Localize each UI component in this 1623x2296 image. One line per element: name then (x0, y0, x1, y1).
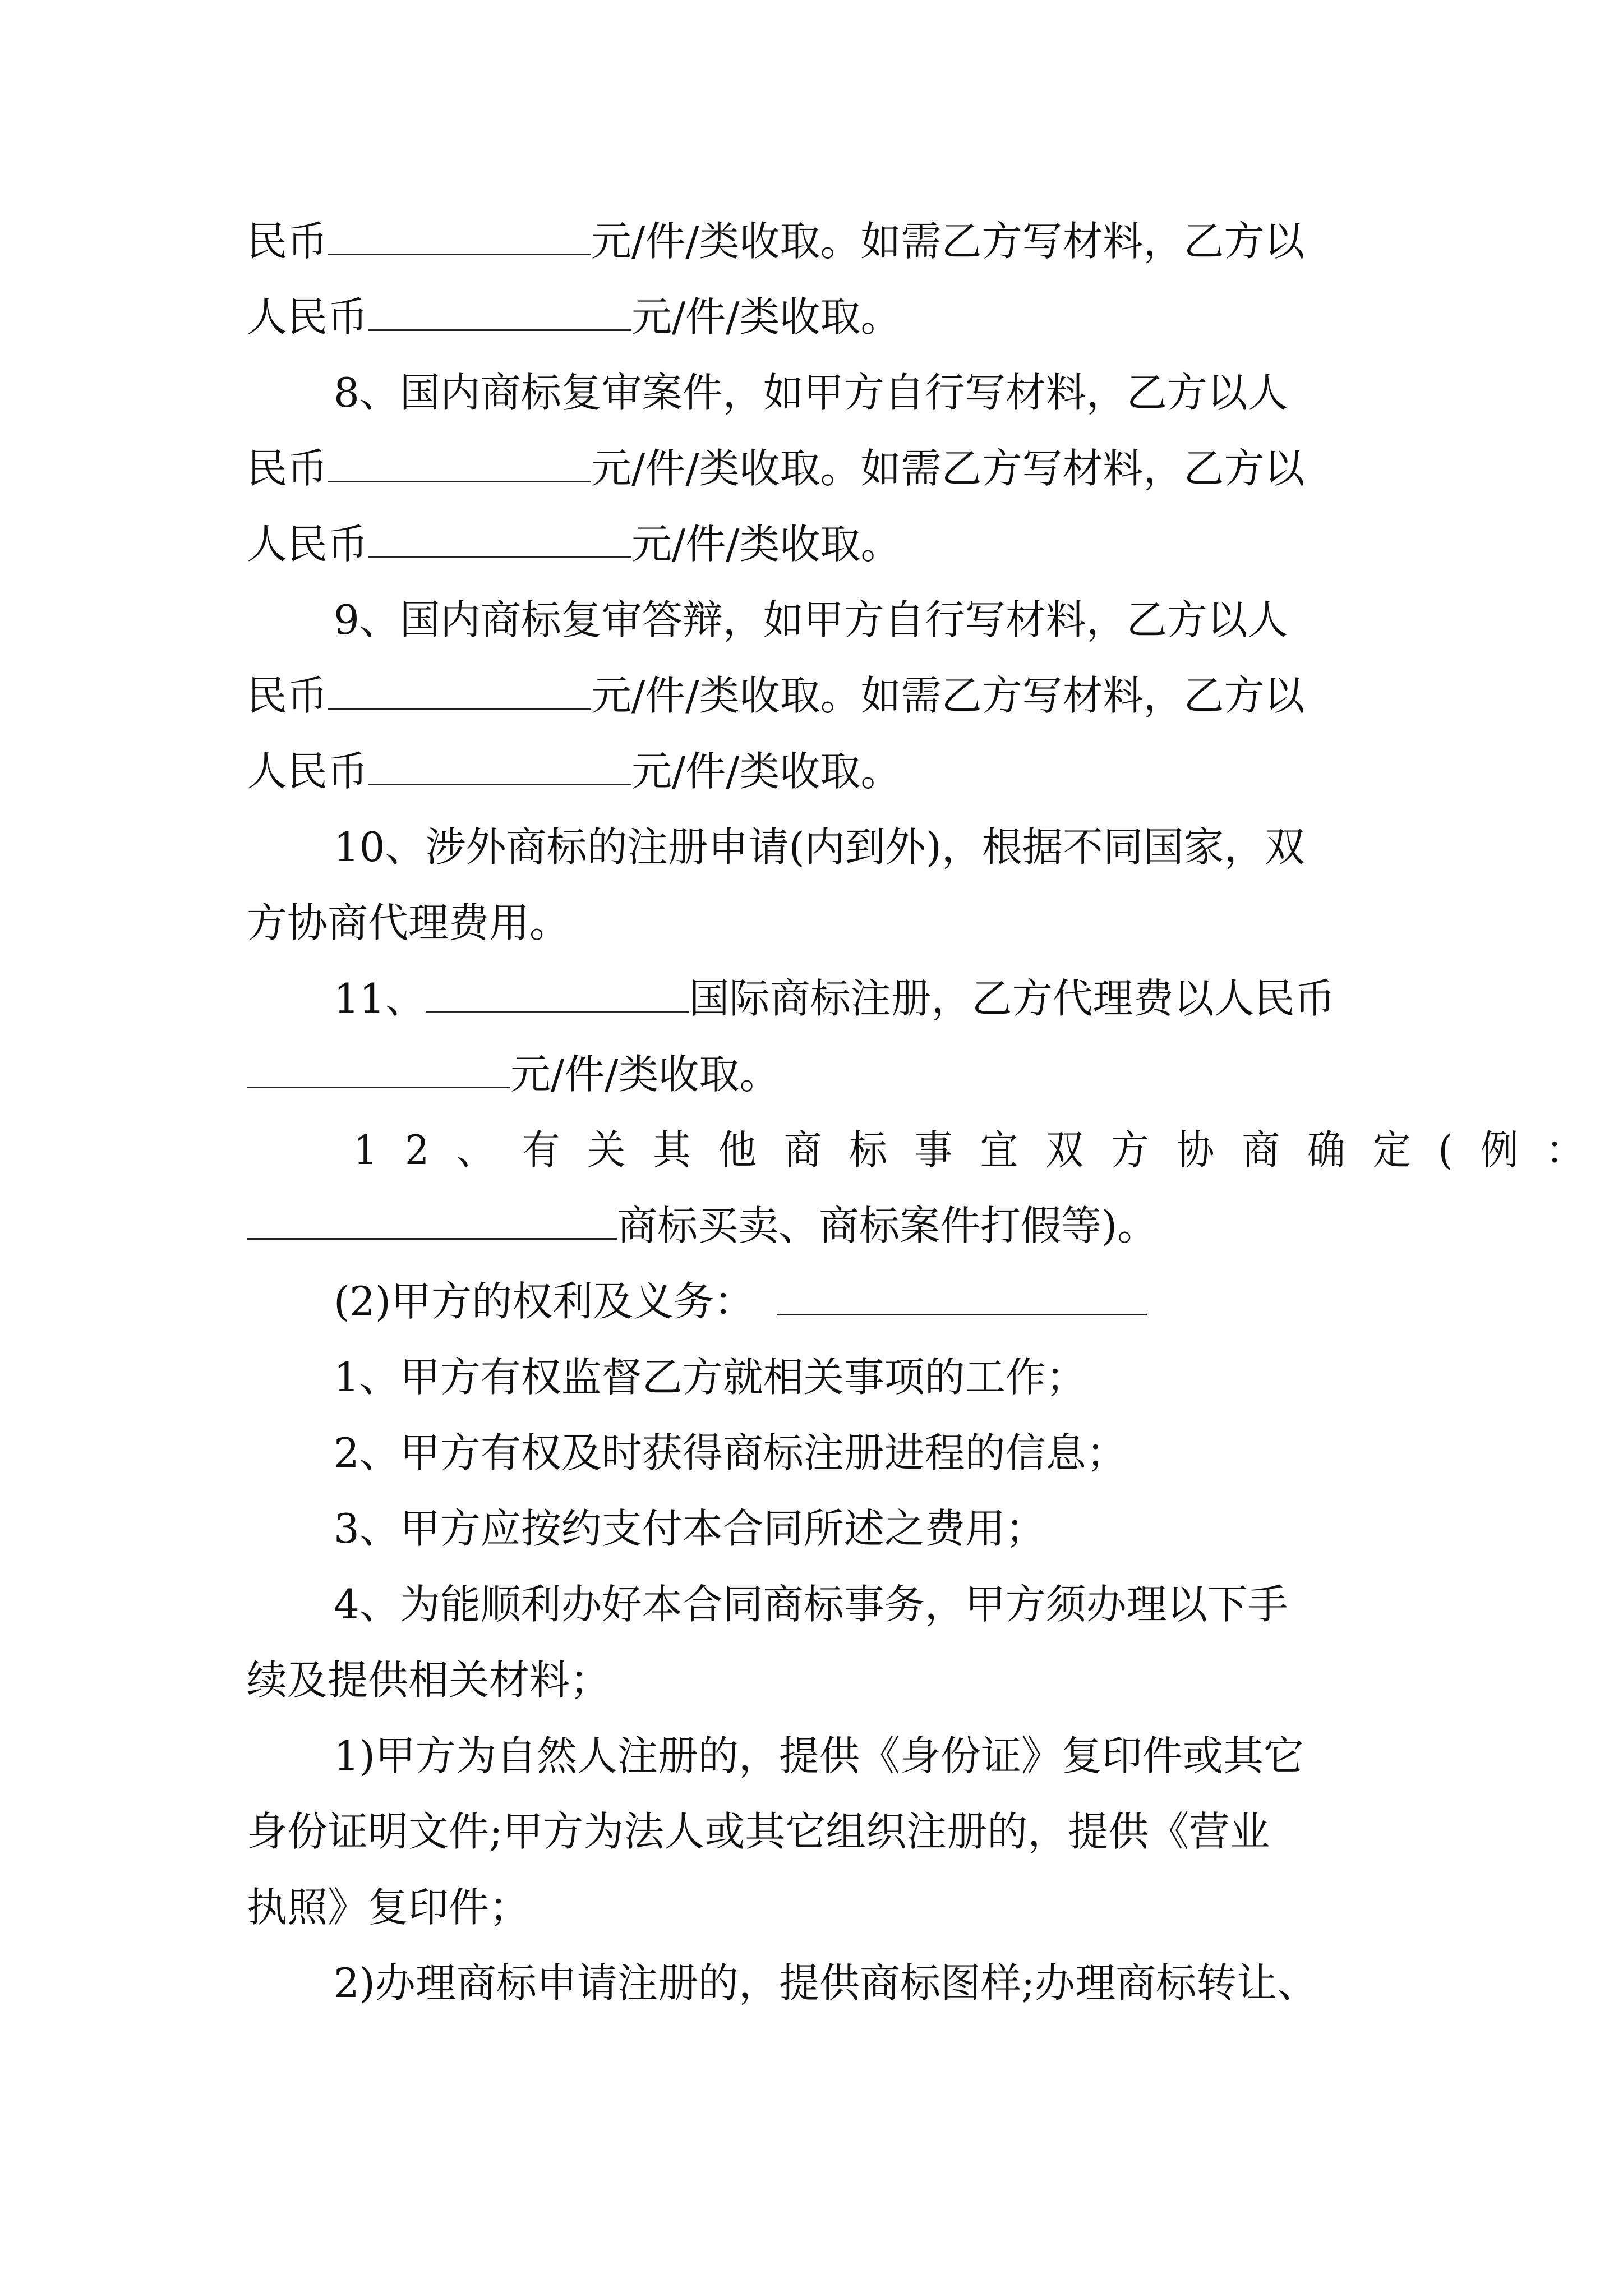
text-segment: 民币 (247, 672, 328, 719)
text-line (247, 1646, 610, 1714)
text-line (353, 1116, 1611, 1184)
text-line (334, 1419, 1127, 1487)
text-segment: 国际商标注册，乙方代理费以人民币 (689, 975, 1335, 1022)
text-segment: 12、有关其他商标事宜双方协商确定(例： (353, 1126, 1612, 1174)
text-segment: 10、涉外商标的注册申请(内到外)，根据不同国家，双 (334, 823, 1305, 871)
text-segment: 4、为能顺利办好本合同商标事务，甲方须办理以下手 (334, 1581, 1288, 1628)
fill-in-blank[interactable] (328, 217, 591, 255)
text-line (247, 208, 1305, 275)
text-segment: 1、甲方有权监督乙方就相关事项的工作； (334, 1354, 1086, 1401)
text-line (334, 1571, 1288, 1638)
fill-in-blank[interactable] (368, 292, 631, 331)
text-segment: 人民币 (247, 293, 368, 341)
fill-in-blank[interactable] (328, 444, 591, 482)
text-segment: 元/件/类收取。 (631, 748, 901, 795)
text-segment: 2)办理商标申请注册的，提供商标图样;办理商标转让、 (334, 1959, 1318, 2007)
text-line (334, 586, 1288, 654)
text-line (334, 1343, 1086, 1411)
text-segment: 人民币 (247, 748, 368, 795)
text-segment: 方协商代理费用。 (247, 899, 570, 946)
text-line (334, 813, 1305, 881)
text-line (247, 889, 570, 956)
text-segment: 1)甲方为自然人注册的，提供《身份证》复印件或其它 (334, 1732, 1304, 1779)
text-segment: 2、甲方有权及时获得商标注册进程的信息； (334, 1429, 1127, 1476)
text-line (334, 1722, 1304, 1789)
text-line (247, 662, 1305, 729)
text-segment: 元/件/类收取。 (510, 1051, 780, 1098)
text-line (247, 738, 901, 805)
text-line (247, 1874, 529, 1941)
text-segment: 元/件/类收取。 (631, 293, 901, 341)
text-line (247, 1041, 780, 1108)
text-segment: 元/件/类收取。如需乙方写材料，乙方以 (591, 445, 1305, 492)
text-segment: 11、 (334, 975, 426, 1022)
text-segment: 9、国内商标复审答辩，如甲方自行写材料，乙方以人 (334, 596, 1288, 643)
fill-in-blank[interactable] (368, 519, 631, 558)
text-segment: 元/件/类收取。如需乙方写材料，乙方以 (591, 218, 1305, 265)
text-line (334, 1268, 1147, 1335)
text-line (247, 1192, 1158, 1259)
text-segment: 商标买卖、商标案件打假等)。 (617, 1202, 1158, 1249)
fill-in-blank[interactable] (426, 974, 689, 1013)
fill-in-blank[interactable] (247, 1050, 510, 1088)
text-line (334, 1495, 1046, 1562)
text-segment: 身份证明文件;甲方为法人或其它组织注册的，提供《营业 (247, 1808, 1270, 1855)
text-line (247, 1798, 1270, 1865)
fill-in-blank[interactable] (247, 1201, 617, 1240)
text-segment: 3、甲方应按约支付本合同所述之费用； (334, 1505, 1046, 1552)
fill-in-blank[interactable] (777, 1277, 1147, 1315)
text-line (247, 510, 901, 578)
text-line (334, 965, 1335, 1032)
text-segment: 8、国内商标复审案件，如甲方自行写材料，乙方以人 (334, 369, 1288, 416)
text-segment: 民币 (247, 445, 328, 492)
text-line (334, 359, 1288, 426)
fill-in-blank[interactable] (328, 671, 591, 710)
text-segment: 人民币 (247, 521, 368, 568)
text-line (334, 1949, 1317, 2017)
text-segment: 元/件/类收取。 (631, 521, 901, 568)
text-segment: 民币 (247, 218, 328, 265)
text-segment: 执照》复印件； (247, 1884, 530, 1931)
text-segment: (2)甲方的权利及义务： (334, 1278, 754, 1325)
text-segment: 元/件/类收取。如需乙方写材料，乙方以 (591, 672, 1305, 719)
text-line (247, 435, 1305, 502)
text-segment: 续及提供相关材料； (247, 1657, 611, 1704)
text-line (247, 283, 901, 351)
fill-in-blank[interactable] (368, 747, 631, 785)
